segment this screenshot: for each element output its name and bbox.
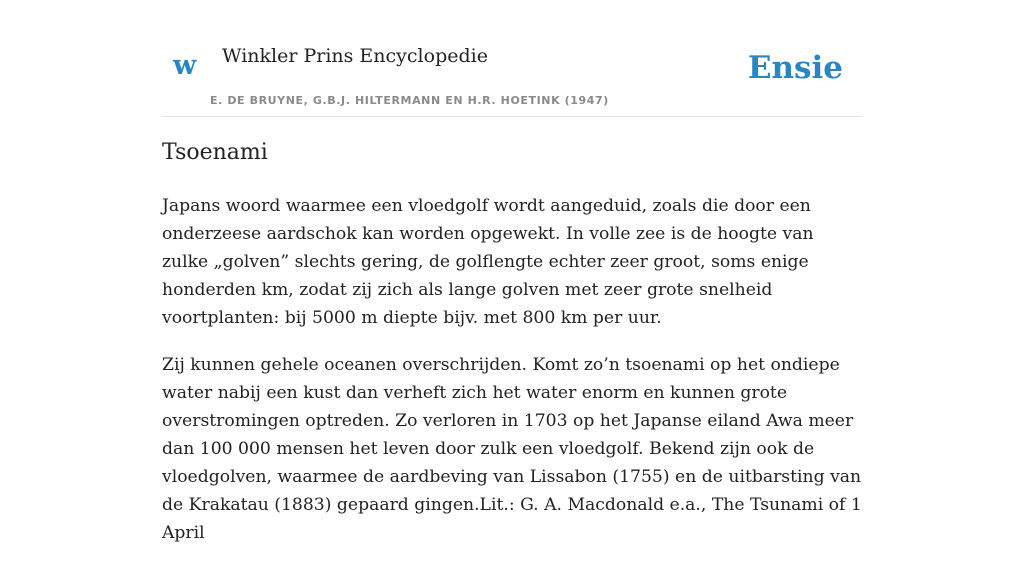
source-title[interactable]: Winkler Prins Encyclopedie <box>222 45 488 67</box>
article-paragraph: Zij kunnen gehele oceanen overschrijden. Komt zo’n tsoenami op het ondiepe water nabij een kust dan verheft zich het water enorm en kunnen grote overstromingen optreden. Zo verloren in 1703 op het Japanse eiland Awa meer dan 100 000 mensen het leven door zulk een vloedgolf. Bekend zijn ook de vloedgolven, waarmee de aardbeving van Lissabon (1755) en de uitbarsting van de Krakatau (1883) gepaard gingen.Lit.: G. A. Macdonald e.a., The Tsunami of 1 April <box>162 355 862 543</box>
article-paragraph: Japans woord waarmee een vloedgolf wordt aangeduid, zoals die door een onderzeese aardschok kan worden opgewekt. In volle zee is de hoogte van zulke „golven” slechts gering, de golflengte echter zeer groot, soms enige honderden km, zodat zij zich als lange golven met zeer grote snelheid voortplanten: bij 5000 m diepte bijv. met 800 km per uur. <box>162 196 814 328</box>
source-logo[interactable]: w <box>173 50 197 81</box>
article-title: Tsoenami <box>162 140 268 165</box>
ensie-logo[interactable]: Ensie <box>747 50 843 86</box>
article-body <box>162 192 864 566</box>
source-header <box>162 0 862 117</box>
source-authors: E. DE BRUYNE, G.B.J. HILTERMANN EN H.R. HOETINK (1947) <box>210 94 609 107</box>
